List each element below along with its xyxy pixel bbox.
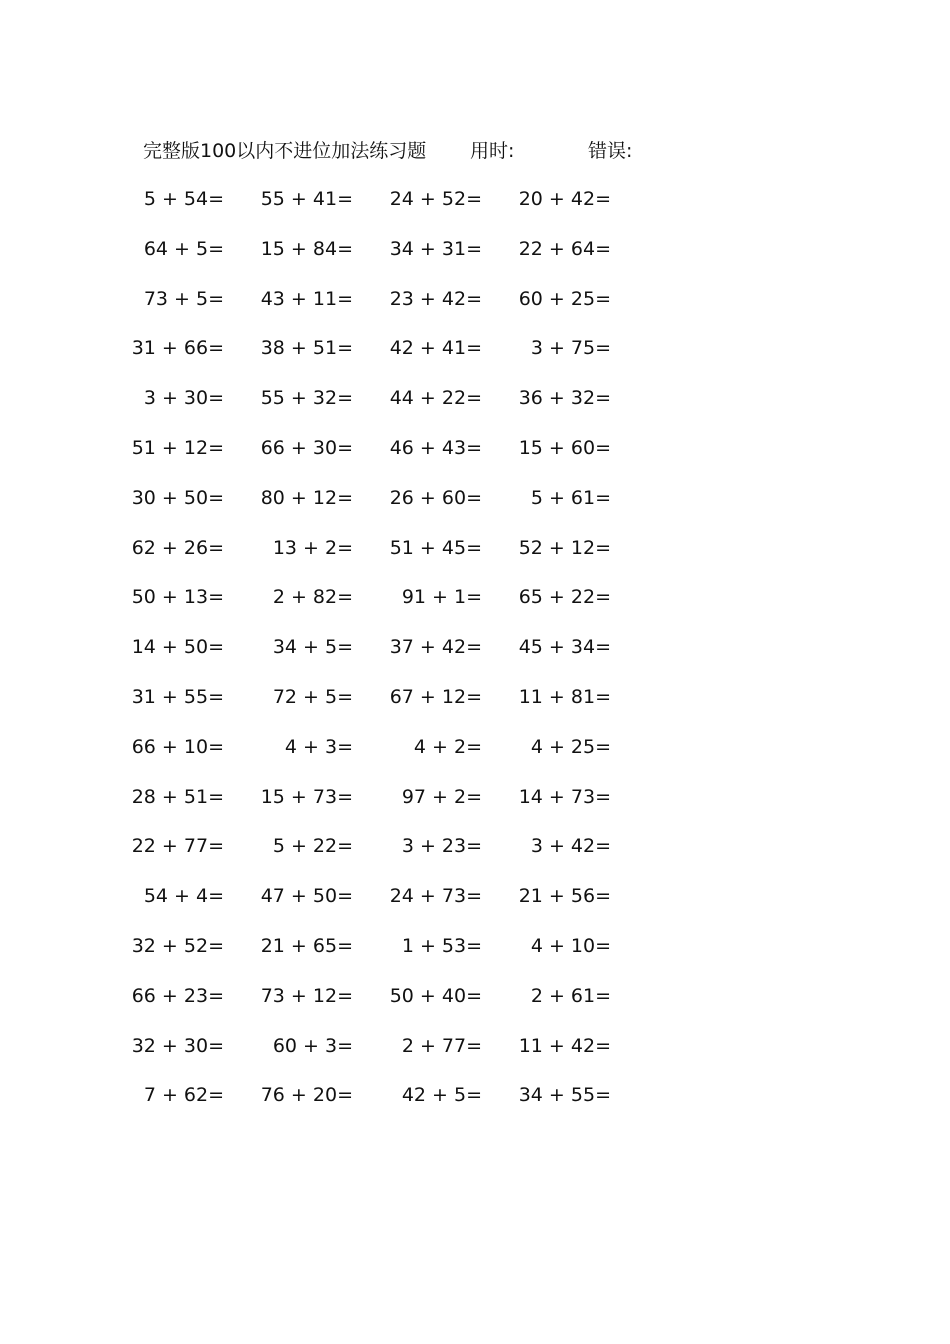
addition-problem: 42 + 41= — [389, 337, 482, 360]
worksheet-title: 完整版100以内不进位加法练习题 — [143, 140, 427, 162]
addition-problem: 2 + 82= — [272, 586, 353, 609]
addition-problem: 28 + 51= — [131, 785, 224, 808]
problem-row — [131, 535, 640, 585]
addition-problem: 36 + 32= — [518, 387, 611, 410]
addition-problem: 15 + 84= — [260, 237, 353, 260]
addition-problem: 54 + 4= — [143, 885, 224, 908]
problem-row — [131, 983, 640, 1033]
addition-problem: 32 + 52= — [131, 934, 224, 957]
addition-problem: 67 + 12= — [389, 685, 482, 708]
addition-problem: 1 + 53= — [401, 934, 482, 957]
addition-problem: 34 + 5= — [272, 636, 353, 659]
problem-row — [140, 385, 640, 435]
addition-problem: 50 + 40= — [389, 984, 482, 1007]
addition-problem: 5 + 54= — [143, 188, 224, 210]
addition-problem: 31 + 66= — [131, 337, 224, 360]
addition-problem: 3 + 42= — [530, 835, 611, 858]
addition-problem: 45 + 34= — [518, 636, 611, 659]
addition-problem: 3 + 30= — [143, 387, 224, 410]
addition-problem: 30 + 50= — [131, 486, 224, 509]
addition-problem: 37 + 42= — [389, 636, 482, 659]
addition-problem: 91 + 1= — [401, 586, 482, 609]
addition-problem: 4 + 10= — [530, 934, 611, 957]
addition-problem: 15 + 73= — [260, 785, 353, 808]
problem-row — [140, 286, 640, 336]
problem-row — [131, 335, 640, 385]
errors-label: 错误: — [588, 140, 633, 162]
problem-row — [131, 485, 640, 535]
addition-problem: 4 + 3= — [284, 735, 353, 758]
addition-problem: 32 + 30= — [131, 1034, 224, 1057]
problem-row — [140, 1082, 640, 1132]
addition-problem: 34 + 55= — [518, 1084, 611, 1107]
addition-problem: 11 + 42= — [518, 1034, 611, 1057]
addition-problem: 26 + 60= — [389, 486, 482, 509]
addition-problem: 20 + 42= — [518, 188, 611, 210]
addition-problem: 13 + 2= — [272, 536, 353, 559]
addition-problem: 50 + 13= — [131, 586, 224, 609]
addition-problem: 15 + 60= — [518, 436, 611, 459]
addition-problem: 43 + 11= — [260, 287, 353, 310]
addition-problem: 2 + 77= — [401, 1034, 482, 1057]
addition-problem: 51 + 45= — [389, 536, 482, 559]
addition-problem: 60 + 3= — [272, 1034, 353, 1057]
addition-problem: 5 + 61= — [530, 486, 611, 509]
addition-problem: 5 + 22= — [272, 835, 353, 858]
problem-row — [131, 584, 640, 634]
addition-problem: 22 + 64= — [518, 237, 611, 260]
time-label: 用时: — [470, 140, 515, 162]
problem-row — [140, 236, 640, 286]
addition-problem: 72 + 5= — [272, 685, 353, 708]
addition-problem: 21 + 65= — [260, 934, 353, 957]
problem-grid — [131, 186, 640, 1132]
addition-problem: 24 + 73= — [389, 885, 482, 908]
problem-row — [140, 883, 640, 933]
addition-problem: 51 + 12= — [131, 436, 224, 459]
addition-problem: 47 + 50= — [260, 885, 353, 908]
addition-problem: 2 + 61= — [530, 984, 611, 1007]
addition-problem: 73 + 12= — [260, 984, 353, 1007]
addition-problem: 23 + 42= — [389, 287, 482, 310]
addition-problem: 46 + 43= — [389, 436, 482, 459]
addition-problem: 44 + 22= — [389, 387, 482, 410]
addition-problem: 42 + 5= — [401, 1084, 482, 1107]
problem-row — [131, 734, 640, 784]
problem-row — [131, 634, 640, 684]
addition-problem: 66 + 23= — [131, 984, 224, 1007]
addition-problem: 64 + 5= — [143, 237, 224, 260]
addition-problem: 65 + 22= — [518, 586, 611, 609]
addition-problem: 66 + 30= — [260, 436, 353, 459]
addition-problem: 31 + 55= — [131, 685, 224, 708]
addition-problem: 21 + 56= — [518, 885, 611, 908]
addition-problem: 62 + 26= — [131, 536, 224, 559]
addition-problem: 11 + 81= — [518, 685, 611, 708]
problem-row — [131, 435, 640, 485]
addition-problem: 14 + 50= — [131, 636, 224, 659]
addition-problem: 80 + 12= — [260, 486, 353, 509]
addition-problem: 76 + 20= — [260, 1084, 353, 1107]
addition-problem: 97 + 2= — [401, 785, 482, 808]
addition-problem: 38 + 51= — [260, 337, 353, 360]
problem-row — [131, 933, 640, 983]
addition-problem: 7 + 62= — [143, 1084, 224, 1107]
addition-problem: 14 + 73= — [518, 785, 611, 808]
addition-problem: 24 + 52= — [389, 188, 482, 210]
problem-row — [140, 186, 640, 236]
addition-problem: 4 + 25= — [530, 735, 611, 758]
problem-row — [131, 1033, 640, 1083]
addition-problem: 52 + 12= — [518, 536, 611, 559]
addition-problem: 73 + 5= — [143, 287, 224, 310]
problem-row — [131, 684, 640, 734]
addition-problem: 34 + 31= — [389, 237, 482, 260]
addition-problem: 66 + 10= — [131, 735, 224, 758]
addition-problem: 55 + 32= — [260, 387, 353, 410]
addition-problem: 3 + 23= — [401, 835, 482, 858]
addition-problem: 3 + 75= — [530, 337, 611, 360]
problem-row — [131, 784, 640, 834]
addition-problem: 4 + 2= — [413, 735, 482, 758]
addition-problem: 55 + 41= — [260, 188, 353, 210]
problem-row — [131, 833, 640, 883]
addition-problem: 60 + 25= — [518, 287, 611, 310]
addition-problem: 22 + 77= — [131, 835, 224, 858]
